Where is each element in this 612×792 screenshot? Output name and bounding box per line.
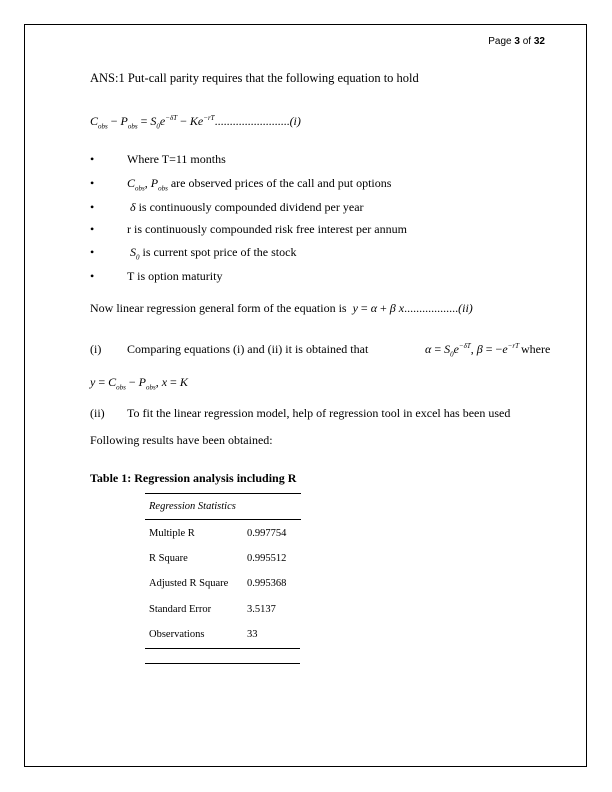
- table-row: [145, 622, 301, 647]
- bullet-spot-price: $S_0$ is current spot price of the stock: [130, 245, 297, 262]
- row-label: Multiple R: [149, 527, 195, 539]
- bullet-observed-prices: $C_{obs}$, $P_{obs}$ are observed prices of the call and put options: [127, 176, 392, 193]
- item-i-where: where: [521, 342, 551, 356]
- alpha-beta-equation: $\alpha = S_0e^{-\delta T}$, $\beta = -e^{-rT}$: [425, 342, 519, 359]
- put-call-parity-equation: $C_{obs} - P_{obs} = S_0e^{-\delta T} - Ke^{-rT}.........................(i)$: [90, 114, 301, 131]
- item-i-text: Comparing equations (i) and (ii) it is obtained that: [127, 342, 369, 356]
- table-bottom-rule: [145, 648, 300, 649]
- results-text: Following results have been obtained:: [90, 433, 273, 447]
- bullet-marker: •: [90, 269, 95, 283]
- table-bottom-rule: [145, 663, 300, 664]
- page-border: [24, 24, 587, 767]
- row-value: 33: [247, 629, 258, 641]
- row-label: Standard Error: [149, 603, 212, 615]
- bullet-dividend: δ is continuously compounded dividend per year: [130, 200, 364, 214]
- table-row: [145, 597, 301, 622]
- bullet-option-maturity: T is option maturity: [127, 269, 223, 283]
- bullet-marker: •: [90, 222, 95, 236]
- table-row: [145, 546, 301, 571]
- bullet-marker: •: [90, 200, 95, 214]
- page-number: Page 3 of 32: [488, 36, 545, 47]
- bullet-maturity-months: Where T=11 months: [127, 152, 226, 166]
- table-header-row: [145, 494, 301, 520]
- table-title: Table 1: Regression analysis including R: [90, 471, 297, 485]
- item-i-number: (i): [90, 342, 102, 356]
- regression-intro: Now linear regression general form of the equation is y = α + β x..................(ii): [90, 301, 473, 315]
- item-ii-text: To fit the linear regression model, help of regression tool in excel has been used: [127, 406, 511, 420]
- bullet-interest-rate: r is continuously compounded risk free interest per annum: [127, 222, 407, 236]
- row-label: R Square: [149, 552, 188, 564]
- row-label: Adjusted R Square: [149, 578, 229, 590]
- item-ii-number: (ii): [90, 406, 105, 420]
- table-row: [145, 520, 301, 546]
- regression-statistics-table: [145, 493, 301, 647]
- table-header: Regression Statistics: [145, 494, 301, 520]
- row-value: 0.995512: [247, 552, 287, 564]
- row-value: 0.997754: [247, 527, 287, 539]
- row-value: 0.995368: [247, 578, 287, 590]
- bullet-marker: •: [90, 245, 95, 259]
- bullet-marker: •: [90, 176, 95, 190]
- row-value: 3.5137: [247, 603, 276, 615]
- bullet-marker: •: [90, 152, 95, 166]
- answer-heading: ANS:1 Put-call parity requires that the following equation to hold: [90, 71, 419, 85]
- table-row: [145, 571, 301, 596]
- xy-definition: $y = C_{obs} - P_{obs}$, x = K: [90, 375, 188, 392]
- row-label: Observations: [149, 629, 205, 641]
